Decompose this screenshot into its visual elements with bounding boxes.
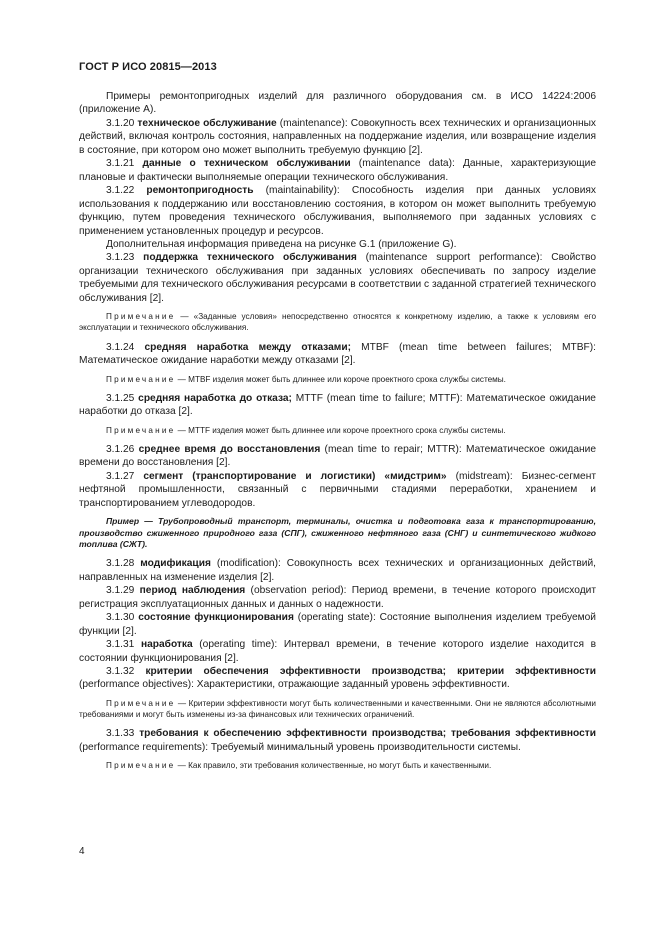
definition-3-1-26: 3.1.26 среднее время до восстановления (mean time to repair; MTTR): Математическое ожидание времени до восстановления [2]. [79, 443, 596, 469]
definition-3-1-20: 3.1.20 техническое обслуживание (maintenance): Совокупность всех технических и организационных действий, включая контроль состояния, направленных на поддержание изделия, или возвращение изделия в состояние, при котором оно может выполнить требуемую функцию [2]. [79, 117, 596, 156]
term: данные о техническом обслуживании [142, 158, 351, 170]
definition-3-1-27: 3.1.27 сегмент (транспортирование и логистики) «мидстрим» (midstream): Бизнес-сегмент нефтяной промышленности, связанный с первичными стадиями переработки, хранением и транспортированием углеводородов. [79, 470, 596, 509]
definition-3-1-24: 3.1.24 средняя наработка между отказами; MTBF (mean time between failures; MTBF): Математическое ожидание наработки между отказами [2]. [79, 341, 596, 367]
note: Примечание — MTBF изделия может быть длиннее или короче проектного срока службы системы. [106, 374, 506, 384]
term: модификация [140, 558, 211, 570]
paragraph: Дополнительная информация приведена на рисунке G.1 (приложение G). [106, 238, 457, 250]
term: сегмент (транспортирование и логистики) «мидстрим» [143, 470, 447, 482]
term: требования к обеспечению эффективности производства; требования эффективности [139, 728, 596, 740]
definition-3-1-23: 3.1.23 поддержка технического обслуживания (maintenance support performance): Свойство организации технического обслуживания при заданных условиях обеспечивать по запросу изделие требуемыми для технического обслуживания ресурсами в соответствии с заданной стратегией технического обслуживания [2]. [79, 252, 596, 304]
definition-3-1-32: 3.1.32 критерии обеспечения эффективности производства; критерии эффективности (performance objectives): Характеристики, отражающие заданный уровень эффективности. [79, 665, 596, 691]
definition-3-1-33: 3.1.33 требования к обеспечению эффективности производства; требования эффективности (performance requirements): Требуемый минимальный уровень производительности системы. [79, 728, 596, 753]
note: Примечание — Критерии эффективности могут быть количественными и качественными. Они не являются абсолютными требованиями и могут быть изменены из-за финансовых или технических ограничений. [79, 698, 596, 720]
note: Примечание — MTTF изделия может быть длиннее или короче проектного срока службы системы. [106, 425, 506, 435]
document-header: ГОСТ Р ИСО 20815—2013 [79, 61, 217, 73]
document-body [79, 90, 596, 778]
example: Пример — Трубопроводный транспорт, терминалы, очистка и подготовка газа к транспортированию, производство сжиженного природного газа (СПГ), сжиженного нефтяного газа (СНГ) и синтетического жидкого топлива (СЖТ). [79, 516, 596, 549]
definition-3-1-21: 3.1.21 данные о техническом обслуживании (maintenance data): Данные, характеризующие плановые и фактически выполняемые операции технического обслуживания. [79, 158, 596, 183]
term: средняя наработка между отказами; [144, 341, 351, 353]
definition-3-1-30: 3.1.30 состояние функционирования (operating state): Состояние выполнения изделием требуемой функции [2]. [79, 612, 596, 637]
definition-3-1-25: 3.1.25 средняя наработка до отказа; MTTF (mean time to failure; MTTF): Математическое ожидание наработки до отказа [2]. [79, 392, 596, 418]
term: критерии обеспечения эффективности производства; критерии эффективности [145, 665, 596, 677]
note: Примечание — Как правило, эти требования количественные, но могут быть и качественными. [106, 761, 492, 771]
term: период наблюдения [139, 585, 246, 597]
term: состояние функционирования [138, 612, 294, 624]
definition-3-1-29: 3.1.29 период наблюдения (observation period): Период времени, в течение которого происходит регистрация эксплуатационных данных и данных о надежности. [79, 585, 596, 610]
term: наработка [140, 639, 193, 651]
note: Примечание — «Заданные условия» непосредственно относятся к конкретному изделию, а также к условиям его эксплуатации и технического обслуживания. [79, 312, 596, 333]
term: среднее время до восстановления [138, 443, 321, 455]
definition-3-1-22: 3.1.22 ремонтопригодность (maintainability): Способность изделия при данных условиях использования к поддержанию или восстановлению состояния, в котором он может выполнить требуемую функцию, путем проведения технического обслуживания, выполняемого при заданных условиях с применением установленных процедур и ресурсов. [79, 185, 596, 237]
definition-3-1-31: 3.1.31 наработка (operating time): Интервал времени, в течение которого изделие находится в состоянии функционирования [2]. [79, 639, 596, 664]
definition-3-1-28: 3.1.28 модификация (modification): Совокупность всех технических и организационных действий, направленных на изменение изделия [2]. [79, 558, 596, 583]
term: техническое обслуживание [137, 117, 277, 129]
term: поддержка технического обслуживания [143, 252, 357, 264]
term: ремонтопригодность [146, 185, 254, 197]
paragraph: Примеры ремонтопригодных изделий для различного оборудования см. в ИСО 14224:2006 (приложение А). [79, 91, 596, 116]
page-number: 4 [79, 846, 85, 857]
term: средняя наработка до отказа; [138, 392, 292, 404]
